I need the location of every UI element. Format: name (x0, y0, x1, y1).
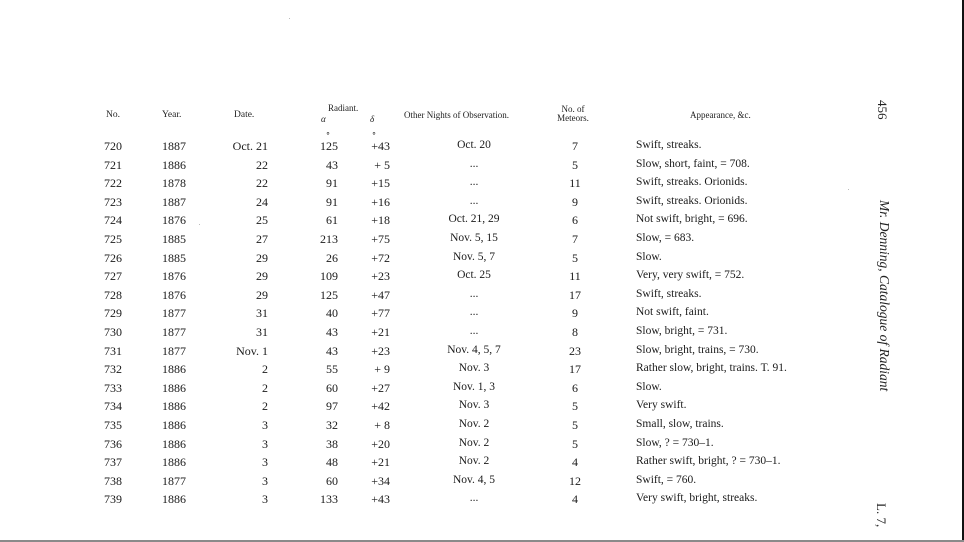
header-appearance: Appearance, &c. (690, 110, 751, 120)
cell-year: 1877 (162, 473, 186, 488)
cell-dec: +18 (371, 213, 390, 228)
cell-other-nights: Nov. 3 (458, 362, 490, 375)
cell-ra: 48 (326, 455, 338, 470)
cell-meteors: 7 (572, 139, 578, 153)
cell-appearance: Swift, streaks. (636, 139, 702, 151)
cell-appearance: Very swift. (636, 399, 687, 412)
cell-year: 1886 (162, 436, 186, 451)
cell-ra: 125 (320, 287, 338, 302)
cell-date: 29 (256, 250, 268, 265)
cell-meteors: 4 (572, 455, 578, 470)
cell-meteors: 5 (572, 250, 578, 265)
cell-meteors: 8 (572, 325, 578, 339)
degree-mark-ra: ° (326, 131, 330, 140)
cell-dec: +42 (371, 399, 390, 414)
cell-ra: 40 (326, 306, 338, 321)
table-row (0, 213, 900, 231)
table-row (0, 232, 900, 250)
running-right: L. 7, (874, 503, 889, 528)
cell-meteors: 17 (569, 362, 581, 377)
cell-other-nights: Nov. 3 (458, 399, 490, 412)
cell-ra: 43 (326, 325, 338, 339)
cell-ra: 61 (326, 213, 338, 228)
cell-appearance: Swift, streaks. (636, 287, 702, 300)
cell-dec: +27 (371, 380, 390, 395)
cell-date: 3 (262, 418, 268, 432)
cell-no: 722 (104, 176, 122, 191)
cell-year: 1877 (162, 343, 186, 358)
scan-speck (199, 224, 200, 225)
cell-appearance: Rather slow, bright, trains. T. 91. (636, 362, 787, 375)
cell-year: 1878 (162, 176, 186, 191)
cell-dec: +77 (371, 306, 390, 321)
cell-date: 29 (256, 287, 268, 302)
cell-other-nights: Oct. 21, 29 (448, 213, 500, 226)
cell-year: 1877 (162, 325, 186, 339)
header-alpha: α (321, 114, 326, 124)
cell-no: 738 (104, 473, 122, 488)
cell-meteors: 17 (569, 287, 581, 302)
cell-no: 732 (104, 362, 122, 377)
table-row (0, 344, 900, 362)
cell-no: 721 (104, 157, 122, 172)
cell-date: 3 (262, 492, 268, 507)
cell-year: 1886 (162, 399, 186, 414)
cell-year: 1885 (162, 250, 186, 265)
cell-meteors: 9 (572, 306, 578, 321)
cell-dec: +75 (371, 232, 390, 246)
cell-no: 736 (104, 436, 122, 451)
cell-appearance: Slow, bright, = 731. (636, 325, 728, 337)
cell-year: 1876 (162, 213, 186, 228)
running-title: Mr. Denning, Catalogue of Radiant (877, 200, 892, 392)
cell-appearance: Very swift, bright, streaks. (636, 492, 758, 505)
cell-appearance: Very, very swift, = 752. (636, 269, 745, 282)
header-delta: δ (370, 114, 375, 124)
cell-date: 3 (262, 455, 268, 470)
cell-date: 31 (256, 306, 268, 321)
cell-dec: +47 (371, 287, 390, 302)
cell-meteors: 5 (572, 157, 578, 172)
cell-appearance: Not swift, bright, = 696. (636, 213, 748, 226)
cell-meteors: 11 (569, 176, 581, 191)
table-row (0, 455, 900, 473)
cell-no: 724 (104, 213, 122, 228)
cell-dec: +23 (371, 269, 390, 284)
cell-ra: 91 (326, 194, 338, 209)
cell-date: 29 (256, 269, 268, 284)
cell-ra: 38 (326, 436, 338, 451)
cell-other-nights: Nov. 4, 5 (452, 473, 496, 486)
header-no: No. (106, 110, 120, 120)
cell-meteors: 5 (572, 399, 578, 414)
table-row (0, 474, 900, 492)
cell-other-nights: Nov. 1, 3 (452, 380, 496, 393)
table-row (0, 251, 900, 269)
cell-dec: + 5 (374, 157, 390, 172)
table-row (0, 131, 900, 157)
cell-other-nights: ... (469, 194, 479, 207)
cell-meteors: 7 (572, 232, 578, 246)
cell-date: 3 (262, 436, 268, 451)
cell-dec: +43 (371, 139, 390, 153)
cell-no: 725 (104, 232, 122, 246)
table-row (0, 288, 900, 306)
cell-date: Nov. 1 (236, 343, 268, 358)
cell-other-nights: ... (469, 176, 479, 189)
cell-date: 2 (262, 362, 268, 377)
cell-other-nights: Nov. 5, 7 (452, 250, 496, 263)
cell-appearance: Swift, = 760. (636, 473, 697, 486)
cell-ra: 32 (326, 418, 338, 432)
cell-ra: 213 (320, 232, 338, 246)
cell-dec: +15 (371, 176, 390, 191)
cell-dec: +20 (371, 436, 390, 451)
cell-dec: + 8 (374, 418, 390, 432)
cell-dec: +23 (371, 343, 390, 358)
cell-no: 726 (104, 250, 122, 265)
cell-year: 1886 (162, 455, 186, 470)
cell-other-nights: Nov. 4, 5, 7 (447, 343, 501, 356)
cell-other-nights: Nov. 2 (458, 418, 490, 430)
cell-year: 1886 (162, 492, 186, 507)
table-row (0, 418, 900, 436)
cell-no: 735 (104, 418, 122, 432)
cell-other-nights: ... (469, 157, 479, 170)
cell-dec: +43 (371, 492, 390, 507)
cell-ra: 43 (326, 157, 338, 172)
cell-other-nights: Nov. 2 (458, 436, 490, 449)
cell-no: 729 (104, 306, 122, 321)
table-row (0, 492, 900, 510)
cell-meteors: 11 (569, 269, 581, 284)
cell-no: 728 (104, 287, 122, 302)
cell-date: 3 (262, 473, 268, 488)
cell-appearance: Small, slow, trains. (636, 418, 724, 430)
table-row (0, 381, 900, 399)
cell-other-nights: ... (469, 287, 479, 300)
cell-meteors: 23 (569, 343, 581, 358)
cell-appearance: Not swift, faint. (636, 306, 709, 319)
cell-ra: 60 (326, 380, 338, 395)
cell-no: 733 (104, 380, 122, 395)
cell-appearance: Slow. (636, 250, 662, 263)
cell-date: 2 (262, 380, 268, 395)
cell-dec: +21 (371, 455, 390, 470)
cell-dec: +16 (371, 194, 390, 209)
cell-year: 1876 (162, 287, 186, 302)
cell-no: 727 (104, 269, 122, 284)
table-row (0, 306, 900, 324)
cell-date: Oct. 21 (232, 139, 268, 153)
cell-no: 739 (104, 492, 122, 507)
table-row (0, 362, 900, 380)
cell-other-nights: Nov. 5, 15 (450, 232, 498, 244)
cell-year: 1887 (162, 139, 186, 153)
cell-appearance: Slow, bright, trains, = 730. (636, 343, 759, 356)
cell-meteors: 9 (572, 194, 578, 209)
cell-date: 27 (256, 232, 268, 246)
cell-no: 731 (104, 343, 122, 358)
cell-ra: 55 (326, 362, 338, 377)
cell-dec: + 9 (374, 362, 390, 377)
header-meteors-line1: No. of (561, 104, 585, 114)
cell-date: 2 (262, 399, 268, 414)
cell-ra: 60 (326, 473, 338, 488)
scan-speck (289, 18, 290, 19)
cell-appearance: Swift, streaks. Orionids. (636, 176, 748, 189)
cell-year: 1886 (162, 157, 186, 172)
header-other-nights: Other Nights of Observation. (404, 110, 509, 120)
cell-appearance: Slow. (636, 380, 662, 393)
cell-year: 1877 (162, 306, 186, 321)
cell-date: 22 (256, 157, 268, 172)
header-date: Date. (234, 110, 255, 120)
cell-dec: +72 (371, 250, 390, 265)
cell-no: 734 (104, 399, 122, 414)
cell-other-nights: Oct. 25 (457, 269, 491, 282)
cell-ra: 133 (320, 492, 338, 507)
page-number: 456 (875, 100, 890, 120)
cell-meteors: 6 (572, 380, 578, 395)
cell-year: 1876 (162, 269, 186, 284)
table-row (0, 158, 900, 176)
cell-appearance: Swift, streaks. Orionids. (636, 194, 748, 207)
cell-no: 737 (104, 455, 122, 470)
cell-meteors: 5 (572, 418, 578, 432)
cell-year: 1887 (162, 194, 186, 209)
cell-ra: 97 (326, 399, 338, 414)
cell-meteors: 12 (569, 473, 581, 488)
degree-mark-dec: ° (372, 131, 376, 140)
cell-year: 1886 (162, 418, 186, 432)
cell-ra: 91 (326, 176, 338, 191)
cell-no: 723 (104, 194, 122, 209)
header-year: Year. (162, 110, 182, 120)
table-row (0, 437, 900, 455)
cell-meteors: 4 (572, 492, 578, 507)
scan-speck (848, 189, 849, 190)
cell-other-nights: ... (469, 306, 479, 319)
cell-appearance: Slow, ? = 730–1. (636, 436, 714, 449)
cell-meteors: 6 (572, 213, 578, 228)
header-meteors-line2: Meteors. (557, 113, 589, 123)
header-radiant: Radiant. (328, 103, 359, 113)
cell-other-nights: Nov. 2 (458, 455, 490, 468)
cell-other-nights: ... (469, 492, 479, 505)
cell-ra: 125 (320, 139, 338, 153)
cell-date: 22 (256, 176, 268, 191)
cell-meteors: 5 (572, 436, 578, 451)
cell-year: 1886 (162, 362, 186, 377)
table-row (0, 176, 900, 194)
cell-ra: 26 (326, 250, 338, 265)
table-row (0, 269, 900, 287)
cell-appearance: Slow, = 683. (636, 232, 695, 244)
cell-appearance: Rather swift, bright, ? = 730–1. (636, 455, 781, 468)
cell-no: 730 (104, 325, 122, 339)
cell-ra: 43 (326, 343, 338, 358)
cell-other-nights: Oct. 20 (457, 139, 491, 151)
cell-dec: +34 (371, 473, 390, 488)
table-row (0, 325, 900, 343)
cell-year: 1885 (162, 232, 186, 246)
cell-date: 24 (256, 194, 268, 209)
table-row (0, 399, 900, 417)
cell-date: 25 (256, 213, 268, 228)
cell-dec: +21 (371, 325, 390, 339)
cell-no: 720 (104, 139, 122, 153)
cell-year: 1886 (162, 380, 186, 395)
cell-ra: 109 (320, 269, 338, 284)
table-row (0, 195, 900, 213)
cell-date: 31 (256, 325, 268, 339)
cell-other-nights: ... (469, 325, 479, 337)
cell-appearance: Slow, short, faint, = 708. (636, 157, 750, 170)
